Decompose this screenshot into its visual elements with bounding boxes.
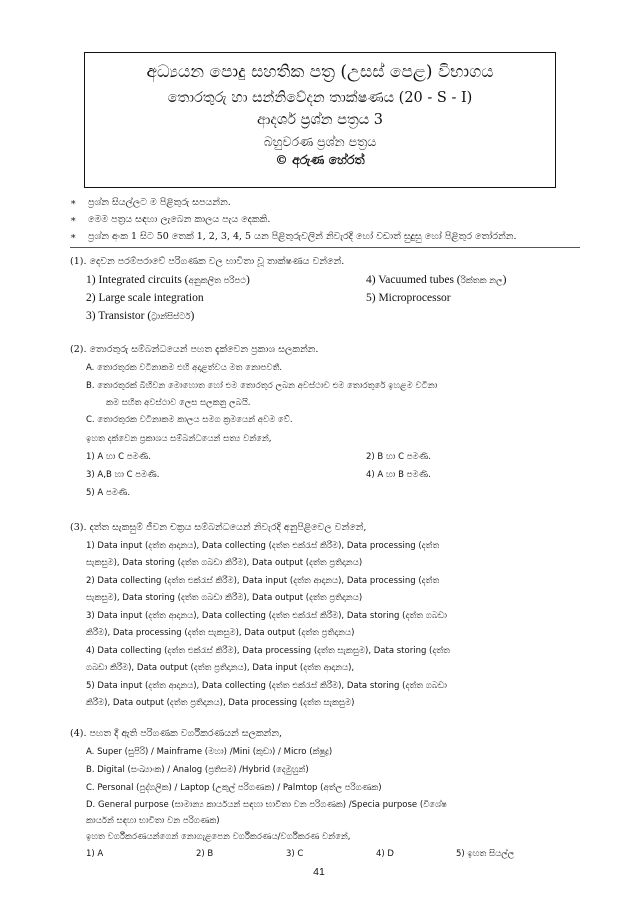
q1-option-3: 3) Transistor (ට්‍රාන්සිස්ටර්)	[86, 310, 195, 322]
exam-title: අධ්‍යයන පොදු සහතික පත්‍ර (උසස් පෙළ) විභාගය	[146, 62, 494, 82]
q3-option-line: ගබඩා කිරීම), Data output (දත්ත ප්‍රතිදානය), Data input (දත්ත ආදානය),	[86, 663, 355, 673]
page-number: 41	[313, 866, 325, 878]
q3-option-line: සැකසුම), Data storing (දත්ත ගබඩා කිරීම), Data output (දත්ත ප්‍රතිදානය)	[86, 558, 363, 568]
q4-line: C. Personal (පුද්ගලික) / Laptop (උකුල් පරිගණක) / Palmtop (අත්ල පරිගණක)	[86, 783, 382, 793]
q1-option-5: 5) Microprocessor	[366, 292, 451, 304]
instruction-3: ∗ ප්‍රශ්න අංක 1 සිට 50 තෙක් 1, 2, 3, 4, 5 යන පිළිතුරුවලින් නිවැරදි හෝ වඩාත් සුදුසු හෝ පිළිතුර තෝරන්න.	[70, 231, 517, 242]
q4-option-4: 4) D	[376, 849, 394, 859]
instruction-1: ∗ ප්‍රශ්න සියල්ලට ම පිළිතුරු සපයන්න.	[70, 197, 231, 208]
q4-line: A. Super (සුපිරි) / Mainframe (මහා) /Mini (කුඩා) / Micro (ක්ෂුද්‍ර)	[86, 747, 333, 757]
q1-option-4: 4) Vacuumed tubes (රික්තක නල)	[366, 274, 507, 286]
divider	[70, 247, 580, 248]
q2-statement-a: A. තොරතුරක වටිනාකම එහි අදාළත්වය මත නොපවතී.	[86, 363, 283, 373]
q2-option-3: 3) A,B හා C පමණි.	[86, 470, 160, 480]
q2-question: ඉහත දක්වෙන ප්‍රකාශය සම්බන්ධයෙන් සත්‍ය වන්නේ,	[86, 434, 272, 444]
paper-title: ආදර්ශ ප්‍රශ්න පත්‍රය 3	[257, 112, 383, 129]
q3-option-line: 4) Data collecting (දත්ත එක්රැස් කිරීම), Data processing (දත්ත සැකසුම), Data storing (දත්ත	[86, 646, 450, 656]
q4-stem: (4). පහත දී ඇති පරිගණක වර්ගීකරණයන් සලකන්න,	[70, 728, 283, 739]
q1-option-1: 1) Integrated circuits (අනුකලිත පරිපථ)	[86, 274, 250, 286]
q4-option-2: 2) B	[196, 849, 214, 859]
q3-option-line: 3) Data input (දත්ත ආදානය), Data collecting (දත්ත එක්රැස් කිරීම), Data storing (දත්ත ගබඩා	[86, 611, 447, 621]
q2-option-1: 1) A හා C පමණි.	[86, 452, 151, 462]
paper-type: බහුවරණ ප්‍රශ්න පත්‍රය	[263, 133, 377, 149]
q3-option-line: 5) Data input (දත්ත ආදානය), Data collecting (දත්ත එක්රැස් කිරීම), Data storing (දත්ත ගබඩා	[86, 681, 447, 691]
author: © අරුණ හේරත්	[275, 152, 365, 168]
q2-option-5: 5) A පමණි.	[86, 488, 131, 498]
q4-option-5: 5) ඉහත සියල්ල	[456, 849, 515, 859]
q4-line: ඉහත වර්ගීකරණයන්ගෙන් නොගැළපෙන වර්ගීකරණය/වර්ගීකරණ වන්නේ,	[86, 832, 351, 842]
q2-statement-b: B. තොරතුරක් බිහිවන මොහොත හෝ එම තොරතුර ලබන අවස්ථාව එම තොරතුරේ ඉහළම වටිනා	[86, 381, 438, 391]
q4-option-1: 1) A	[86, 849, 104, 859]
q3-stem: (3). දත්ත සැකසුම් ජීවන චක්‍රය සම්බන්ධයෙන් නිවැරදි අනුපිළිවෙල වන්නේ,	[70, 522, 367, 533]
instruction-2: ∗ මෙම පත්‍රය සඳහා ලැබෙන කාලය පැය දෙකකි.	[70, 214, 271, 225]
q2-option-4: 4) A හා B පමණි.	[366, 470, 431, 480]
q3-option-line: 1) Data input (දත්ත ආදානය), Data collecting (දත්ත එක්රැස් කිරීම), Data processing (දත්ත	[86, 541, 440, 551]
q2-option-2: 2) B හා C පමණි.	[366, 452, 431, 462]
q1-option-2: 2) Large scale integration	[86, 292, 204, 304]
q3-option-line: සැකසුම), Data storing (දත්ත ගබඩා කිරීම), Data output (දත්ත ප්‍රතිදානය)	[86, 593, 363, 603]
q1-stem: (1). දෙවන පරම්පරාවේ පරිගණක වල භාවිතා වූ තාක්ෂණය වන්නේ.	[70, 256, 345, 267]
q2-stem: (2). තොරතුරු සම්බන්ධයෙන් පහත දැක්වෙන ප්‍රකාශ සලකන්න.	[70, 344, 319, 355]
subject-title: තොරතුරු හා සන්නිවේදන තාක්ෂණය (20 - S - I)	[167, 89, 473, 106]
q4-line: කාර්යන් සඳහා භාවිතා වන පරිගණක)	[86, 816, 220, 826]
q4-line: D. General purpose (සාමාන්‍ය කාර්යයන් සඳහා භාවිතා වන පරිගණක) /Specia purpose (විශේෂ	[86, 800, 447, 810]
q4-line: B. Digital (සංඛ්‍යාංක) / Analog (ප්‍රතිසම) /Hybrid (දෙමුහුන්)	[86, 765, 309, 775]
q3-option-line: 2) Data collecting (දත්ත එක්රැස් කිරීම), Data input (දත්ත ආදානය), Data processing (දත්ත	[86, 576, 440, 586]
q3-option-line: කිරීම), Data output (දත්ත ප්‍රතිදානය), Data processing (දත්ත සැකසුම)	[86, 698, 355, 708]
q2-statement-b-cont: කම සහිත අවස්ථාව ලෙස සලකනු ලබයි.	[106, 398, 251, 408]
q2-statement-c: C. තොරතුරක වටිනාකම කාලය සමග ක්‍රමයෙන් අවම වේ.	[86, 415, 293, 425]
title-box	[84, 52, 556, 188]
q4-option-3: 3) C	[286, 849, 304, 859]
q3-option-line: කිරීම), Data processing (දත්ත සැකසුම), Data output (දත්ත ප්‍රතිදානය)	[86, 628, 355, 638]
